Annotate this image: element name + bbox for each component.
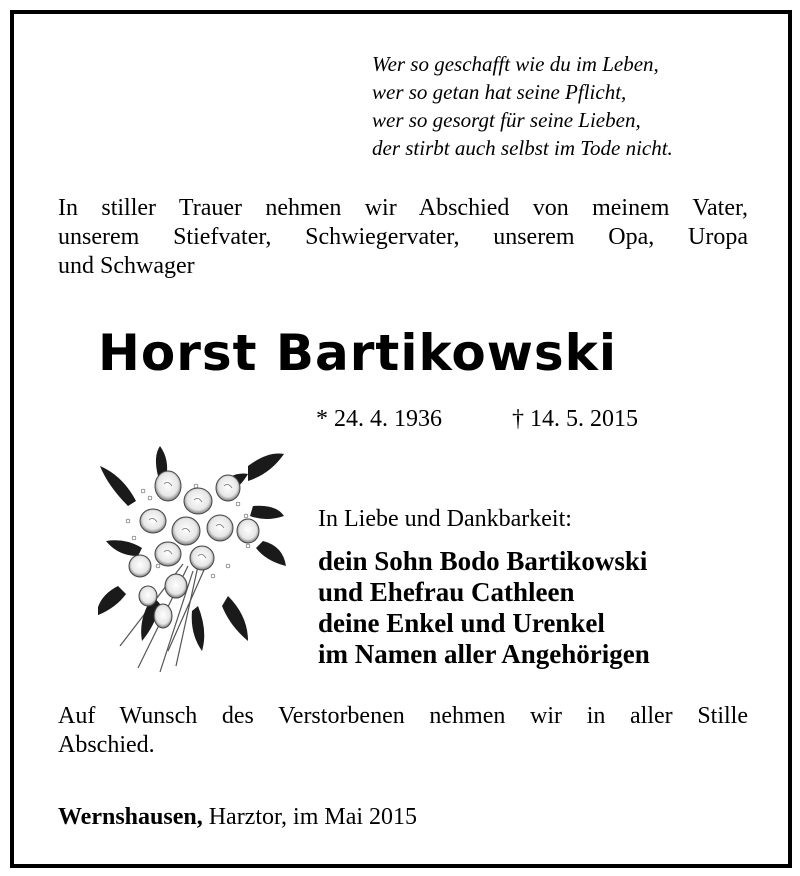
poem-line: wer so getan hat seine Pflicht, xyxy=(372,80,627,104)
mourner-line: deine Enkel und Urenkel xyxy=(318,608,605,638)
place-rest: Harztor, im Mai 2015 xyxy=(202,804,418,830)
wish-text xyxy=(58,702,748,760)
memorial-poem xyxy=(372,50,752,162)
wish-line: Auf Wunsch des Verstorbenen nehmen wir in aller Stille xyxy=(58,703,748,729)
wish-line: Abschied. xyxy=(58,732,155,758)
poem-line: wer so gesorgt für seine Lieben, xyxy=(372,108,641,132)
intro-line: unserem Stiefvater, Schwiegervater, unserem Opa, Uropa xyxy=(58,224,748,250)
flower-bouquet-image xyxy=(98,446,286,676)
birth-date: * 24. 4. 1936 xyxy=(316,406,442,432)
poem-line: der stirbt auch selbst im Tode nicht. xyxy=(372,136,673,160)
place-city: Wernshausen, xyxy=(58,804,203,830)
mourner-line: dein Sohn Bodo Bartikowski xyxy=(318,546,648,576)
mourners-list xyxy=(318,546,650,670)
intro-line: und Schwager xyxy=(58,253,195,279)
mourner-line: im Namen aller Angehörigen xyxy=(318,639,650,669)
poem-line: Wer so geschafft wie du im Leben, xyxy=(372,52,659,76)
notice-frame xyxy=(10,10,792,868)
intro-line: In stiller Trauer nehmen wir Abschied von meinem Vater, xyxy=(58,195,748,221)
deceased-name: Horst Bartikowski xyxy=(98,324,618,382)
life-dates xyxy=(316,406,638,433)
death-date: † 14. 5. 2015 xyxy=(512,406,638,432)
mourner-line: und Ehefrau Cathleen xyxy=(318,577,575,607)
intro-text xyxy=(58,194,748,281)
thanks-intro: In Liebe und Dankbarkeit: xyxy=(318,506,572,532)
place-date xyxy=(58,804,417,831)
